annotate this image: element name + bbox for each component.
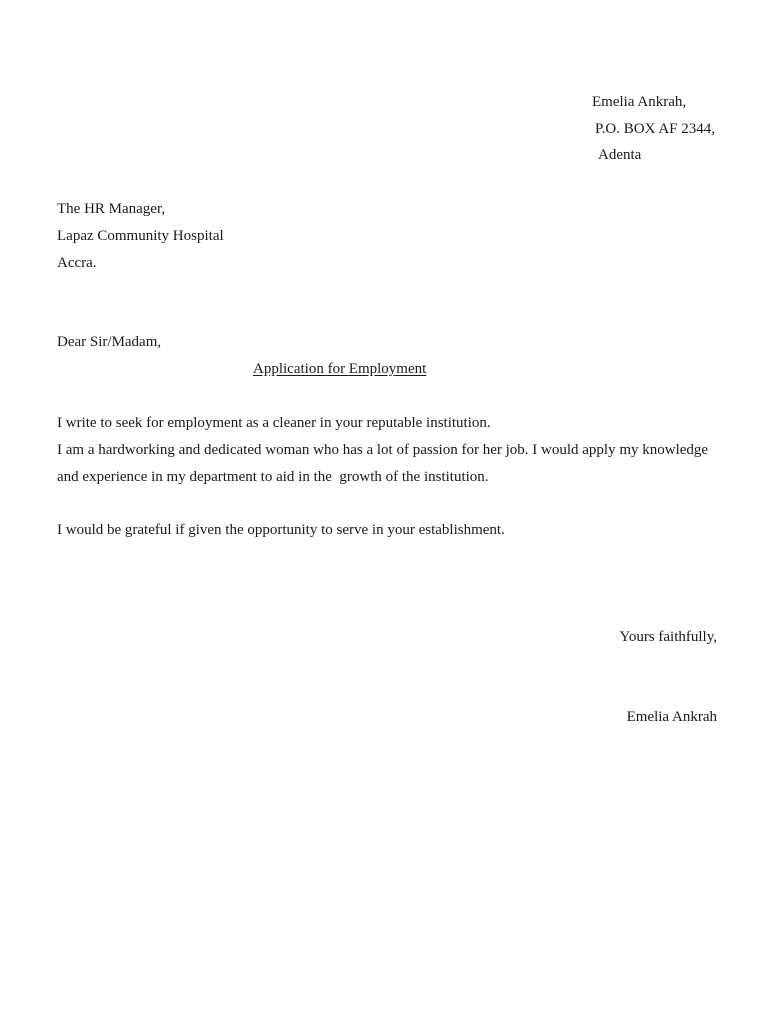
body-line: I would be grateful if given the opportunity to serve in your establishment. xyxy=(57,522,505,538)
salutation: Dear Sir/Madam, xyxy=(57,334,162,350)
recipient-city: Accra. xyxy=(57,255,97,271)
body-line: I am a hardworking and dedicated woman who has a lot of passion for her job. I would apply my knowledge xyxy=(57,442,709,458)
recipient-organization: Lapaz Community Hospital xyxy=(57,228,224,244)
signature: Emelia Ankrah xyxy=(626,709,717,725)
sender-po-box: P.O. BOX AF 2344, xyxy=(595,121,716,137)
body-line: and experience in my department to aid in the growth of the institution. xyxy=(57,469,489,485)
closing: Yours faithfully, xyxy=(619,629,717,645)
sender-name: Emelia Ankrah, xyxy=(592,94,687,110)
subject-heading: Application for Employment xyxy=(253,361,427,377)
sender-town: Adenta xyxy=(598,147,642,163)
body-line: I write to seek for employment as a cleaner in your reputable institution. xyxy=(57,415,491,431)
recipient-title: The HR Manager, xyxy=(57,201,166,217)
